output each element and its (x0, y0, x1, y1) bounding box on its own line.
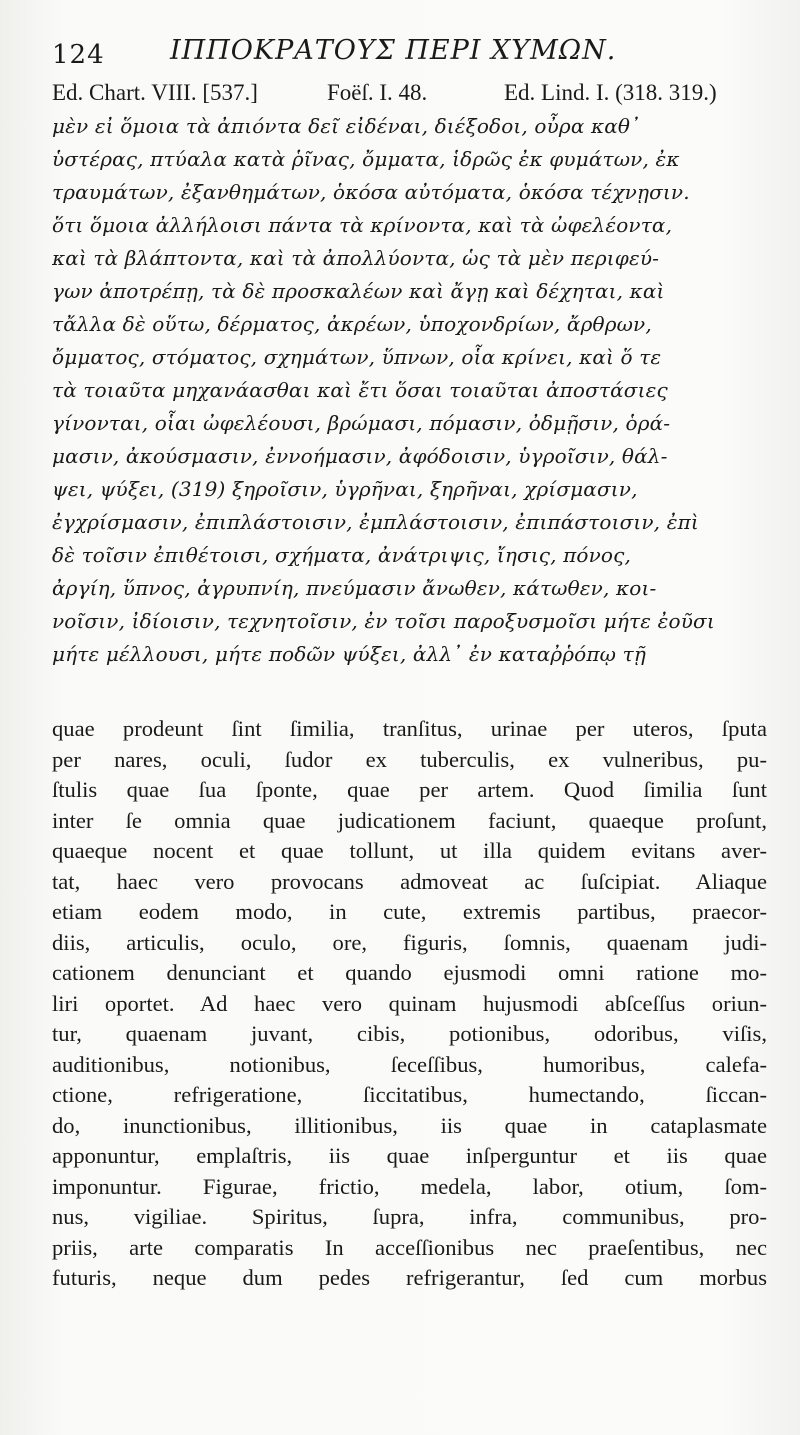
latin-text-line: per nares, oculi, ſudor ex tuberculis, ex vulneribus, pu- (52, 746, 767, 772)
latin-text-line: tat, haec vero provocans admoveat ac ſuſcipiat. Aliaque (52, 868, 767, 894)
greek-text-line: τὰ τοιαῦτα μηχανάασθαι καὶ ἔτι ὅσαι τοιαῦται ἀποστάσιες (52, 378, 668, 402)
latin-text-line: auditionibus, notionibus, ſeceſſibus, humoribus, calefa- (52, 1051, 767, 1077)
edition-lind-ref: Ed. Lind. I. (318. 319.) (504, 80, 717, 105)
latin-text-line: cationem denunciant et quando ejusmodi omni ratione mo- (52, 960, 767, 985)
latin-text-line: diis, articulis, oculo, ore, figuris, ſomnis, quaenam judi- (52, 929, 767, 955)
greek-text-line: γίνονται, οἷαι ὠφελέουσι, βρώμασι, πόμασιν, ὀδμῇσιν, ὁρά- (52, 411, 671, 435)
page-number: 124 (52, 40, 105, 70)
edition-references (52, 80, 752, 110)
running-title: ΙΠΠΟΚΡΑΤΟΥΣ ΠΕΡΙ ΧΥΜΩΝ. (170, 35, 617, 66)
greek-text-line: καὶ τὰ βλάπτοντα, καὶ τὰ ἀπολλύοντα, ὡς τὰ μὲν περιφεύ- (52, 246, 660, 270)
greek-text-line: νοῖσιν, ἰδίοισιν, τεχνητοῖσιν, ἐν τοῖσι παροξυσμοῖσι μήτε ἐοῦσι (52, 609, 715, 633)
greek-text-line: τἄλλα δὲ οὕτω, δέρματος, ἀκρέων, ὑποχονδρίων, ἄρθρων, (52, 312, 652, 336)
greek-text-line: δὲ τοῖσιν ἐπιθέτοισι, σχήματα, ἀνάτριψις, ἴησις, πόνος, (52, 543, 631, 567)
greek-text-line: ἀργίη, ὕπνος, ἀγρυπνίη, πνεύμασιν ἄνωθεν, κάτωθεν, κοι- (52, 576, 657, 600)
latin-text-block (52, 714, 767, 1414)
latin-text-line: futuris, neque dum pedes refrigerantur, ſed cum morbus (52, 1265, 767, 1290)
latin-text-line: etiam eodem modo, in cute, extremis partibus, praecor- (52, 899, 767, 924)
latin-text-line: apponuntur, emplaſtris, iis quae inſperguntur et iis quae (52, 1143, 767, 1168)
greek-text-line: μήτε μέλλουσι, μήτε ποδῶν ψύξει, ἀλλ᾿ ἐν καταῤῥόπῳ τῇ (52, 642, 646, 666)
greek-text-line: τραυμάτων, ἐξανθημάτων, ὁκόσα αὐτόματα, ὁκόσα τέχνῃσιν. (52, 180, 690, 204)
latin-text-line: imponuntur. Figurae, frictio, medela, labor, otium, ſom- (52, 1173, 767, 1199)
greek-text-line: ψει, ψύξει, (319) ξηροῖσιν, ὑγρῆναι, ξηρῆναι, χρίσμασιν, (52, 477, 638, 501)
greek-text-line: γων ἀποτρέπῃ, τὰ δὲ προσκαλέων καὶ ἄγῃ καὶ δέχηται, καὶ (52, 279, 665, 303)
latin-text-line: quaeque nocent et quae tollunt, ut illa quidem evitans aver- (52, 838, 767, 863)
greek-text-line: ὅτι ὅμοια ἀλλήλοισι πάντα τὰ κρίνοντα, καὶ τὰ ὠφελέοντα, (52, 213, 673, 237)
greek-text-line: ὑστέρας, πτύαλα κατὰ ῥῖνας, ὄμματα, ἱδρῶς ἐκ φυμάτων, ἐκ (52, 147, 680, 171)
latin-text-line: liri oportet. Ad haec vero quinam hujusmodi abſceſſus oriun- (52, 990, 767, 1016)
greek-text-line: ἐγχρίσμασιν, ἐπιπλάστοισιν, ἐμπλάστοισιν, ἐπιπάστοισιν, ἐπὶ (52, 510, 699, 534)
greek-text-line: μὲν εἰ ὅμοια τὰ ἀπιόντα δεῖ εἰδέναι, διέξοδοι, οὖρα καθ᾿ (52, 114, 641, 138)
latin-text-line: inter ſe omnia quae judicationem faciunt, quaeque proſunt, (52, 807, 767, 833)
latin-text-line: quae prodeunt ſint ſimilia, tranſitus, urinae per uteros, ſputa (52, 716, 767, 741)
edition-foes-ref: Foëſ. I. 48. (327, 80, 428, 105)
greek-text-line: μασιν, ἀκούσμασιν, ἐννοήμασιν, ἀφόδοισιν, ὑγροῖσιν, θάλ- (52, 444, 668, 468)
edition-chart-ref: Ed. Chart. VIII. [537.] (52, 80, 258, 105)
latin-text-line: nus, vigiliae. Spiritus, ſupra, infra, communibus, pro- (52, 1204, 767, 1229)
latin-text-line: do, inunctionibus, illitionibus, iis quae in cataplasmate (52, 1112, 767, 1138)
greek-text-block (52, 110, 762, 700)
latin-text-line: tur, quaenam juvant, cibis, potionibus, odoribus, viſis, (52, 1021, 767, 1046)
page-header (52, 35, 742, 75)
latin-text-line: priis, arte comparatis In acceſſionibus nec praeſentibus, nec (52, 1234, 767, 1260)
greek-text-line: ὄμματος, στόματος, σχημάτων, ὕπνων, οἷα κρίνει, καὶ ὅ τε (52, 345, 662, 369)
latin-text-line: ctione, refrigeratione, ſiccitatibus, humectando, ſiccan- (52, 1082, 767, 1107)
latin-text-line: ſtulis quae ſua ſponte, quae per artem. Quod ſimilia ſunt (52, 777, 767, 802)
